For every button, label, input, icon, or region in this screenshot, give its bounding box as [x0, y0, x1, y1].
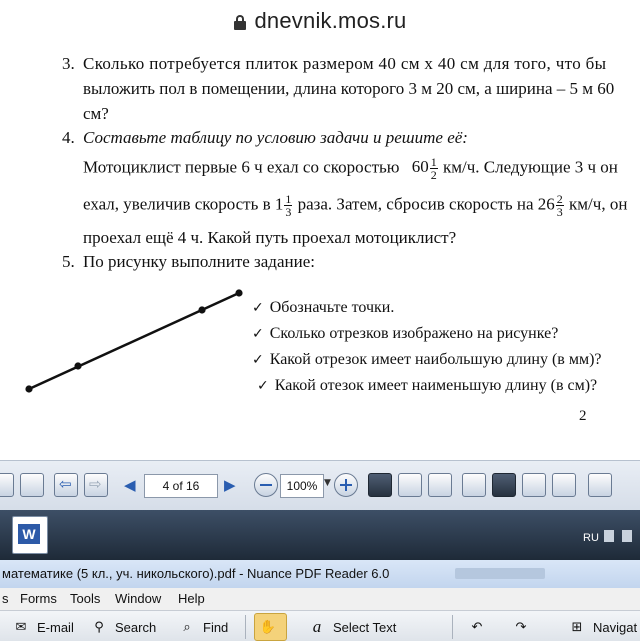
menu-bar: [0, 588, 640, 610]
select-text-button[interactable]: a Select Text: [306, 613, 396, 641]
menu-item-forms[interactable]: Forms: [20, 591, 57, 606]
forward-icon[interactable]: ⇨: [84, 473, 108, 497]
rotate-left-icon[interactable]: [0, 473, 14, 497]
zoom-in-icon[interactable]: [334, 473, 358, 497]
title-bar-search-field[interactable]: [455, 568, 545, 579]
segment-point-4: [235, 289, 242, 296]
menu-item-window[interactable]: Window: [115, 591, 162, 606]
url-text: dnevnik.mos.ru: [254, 8, 407, 33]
find-button[interactable]: ⌕ Find: [176, 613, 228, 641]
zoom-level-field[interactable]: 100%: [280, 474, 324, 498]
q4-line-2-part-c: км/ч, он: [569, 194, 628, 214]
segment-line: [29, 293, 239, 389]
tray-network-icon[interactable]: [622, 530, 632, 542]
hand-tool-button[interactable]: [254, 613, 287, 641]
language-indicator[interactable]: RU: [583, 532, 599, 544]
back-icon[interactable]: ⇦: [54, 473, 78, 497]
q4-line-1-part-a: Мотоциклист первые 6 ч ехал со скоростью: [83, 157, 400, 177]
q4-line-2-part-a: ехал, увеличив скорость в: [83, 194, 271, 214]
find-icon: ⌕: [183, 619, 191, 635]
q3-line-2: выложить пол в помещении, длина которого 3 м 20 см, а ширина – 5 м 60: [83, 79, 615, 98]
task-item-2: ✓ Сколько отрезков изображено на рисунке?: [252, 325, 559, 342]
q4-line-3: проехал ещё 4 ч. Какой путь проехал мотоциклист?: [83, 228, 457, 247]
page-number: 2: [579, 408, 587, 424]
fit-page-icon[interactable]: [398, 473, 422, 497]
toolbar-separator: [245, 615, 246, 639]
check-icon: ✓: [252, 300, 264, 316]
binoculars-icon: ⚲: [94, 619, 104, 635]
main-toolbar: [0, 610, 640, 641]
q4-line-1-part-b: км/ч. Следующие 3 ч он: [442, 157, 618, 177]
previous-page-icon[interactable]: ◀: [124, 476, 136, 494]
q4-speed-whole: 60: [411, 157, 429, 177]
search-button[interactable]: ⚲ Search: [88, 613, 156, 641]
q4-drop-whole: 26: [537, 194, 555, 214]
task-item-1: ✓ Обозначьте точки.: [252, 299, 395, 316]
word-app-icon[interactable]: W: [12, 516, 48, 554]
segment-point-1: [25, 385, 32, 392]
app-title-bar: [0, 560, 640, 589]
tray-flag-icon[interactable]: [604, 530, 614, 542]
q4-number: 4.: [62, 128, 75, 147]
segment-point-2: [74, 362, 81, 369]
q3-line-3: см?: [83, 104, 109, 123]
q4-factor-whole: 1: [274, 194, 284, 214]
page-indicator-input[interactable]: 4 of 16: [144, 474, 218, 498]
rotate-right-icon[interactable]: [20, 473, 44, 497]
redo-icon: ↷: [515, 619, 527, 635]
menu-item-help[interactable]: Help: [178, 591, 205, 606]
two-page-continuous-icon[interactable]: [552, 473, 576, 497]
menu-item-tools[interactable]: Tools: [70, 591, 101, 606]
q4-line-2-part-b: раза. Затем, сбросив скорость на: [297, 194, 534, 214]
next-page-icon[interactable]: ▶: [224, 476, 236, 494]
navigate-button[interactable]: ⊞ Navigat: [566, 613, 637, 641]
lock-icon: [234, 15, 246, 29]
two-page-icon[interactable]: [522, 473, 546, 497]
check-icon: ✓: [257, 378, 269, 394]
fit-width-icon[interactable]: [428, 473, 452, 497]
window-title: математике (5 кл., уч. никольского).pdf - Nuance PDF Reader 6.0: [2, 566, 390, 581]
undo-icon: ↶: [471, 619, 483, 635]
navigate-icon: ⊞: [571, 619, 583, 635]
q4-speed-fraction: $\frac{1}{2}$: [430, 155, 437, 182]
select-text-icon: a: [312, 617, 322, 636]
continuous-page-icon[interactable]: [492, 473, 516, 497]
browser-url-bar[interactable]: [0, 0, 640, 42]
segment-point-3: [198, 306, 205, 313]
pdf-page: [0, 42, 640, 460]
task-item-3: ✓ Какой отрезок имеет наибольшую длину (в мм)?: [252, 351, 602, 368]
menu-item-partial[interactable]: s: [2, 591, 9, 606]
single-page-icon[interactable]: [462, 473, 486, 497]
zoom-out-icon[interactable]: [254, 473, 278, 497]
hand-icon: ✋: [259, 619, 277, 635]
check-icon: ✓: [252, 326, 264, 342]
task-item-4: ✓ Какой отезок имеет наименьшую длину (в см)?: [257, 377, 598, 394]
navigation-toolbar: [0, 460, 640, 512]
undo-button[interactable]: [466, 613, 493, 641]
zoom-dropdown-icon[interactable]: ▼: [324, 478, 331, 488]
q3-number: 3.: [62, 54, 75, 73]
q3-line-1: Сколько потребуется плиток размером 40 см х 40 см для того, что бы: [83, 54, 607, 73]
redo-button[interactable]: [510, 613, 537, 641]
check-icon: ✓: [252, 352, 264, 368]
full-screen-icon[interactable]: [588, 473, 612, 497]
q4-drop-fraction: $\frac{2}{3}$: [556, 192, 563, 219]
q5-text: По рисунку выполните задание:: [83, 252, 315, 271]
q4-factor-fraction: $\frac{1}{3}$: [285, 192, 292, 219]
actual-size-icon[interactable]: [368, 473, 392, 497]
q5-number: 5.: [62, 252, 75, 271]
q4-heading: Составьте таблицу по условию задачи и решите её:: [83, 128, 468, 147]
email-button[interactable]: ✉ E-mail: [10, 613, 74, 641]
email-icon: ✉: [15, 619, 27, 635]
os-taskbar: [0, 510, 640, 560]
toolbar-separator: [452, 615, 453, 639]
segment-figure: [0, 42, 640, 460]
